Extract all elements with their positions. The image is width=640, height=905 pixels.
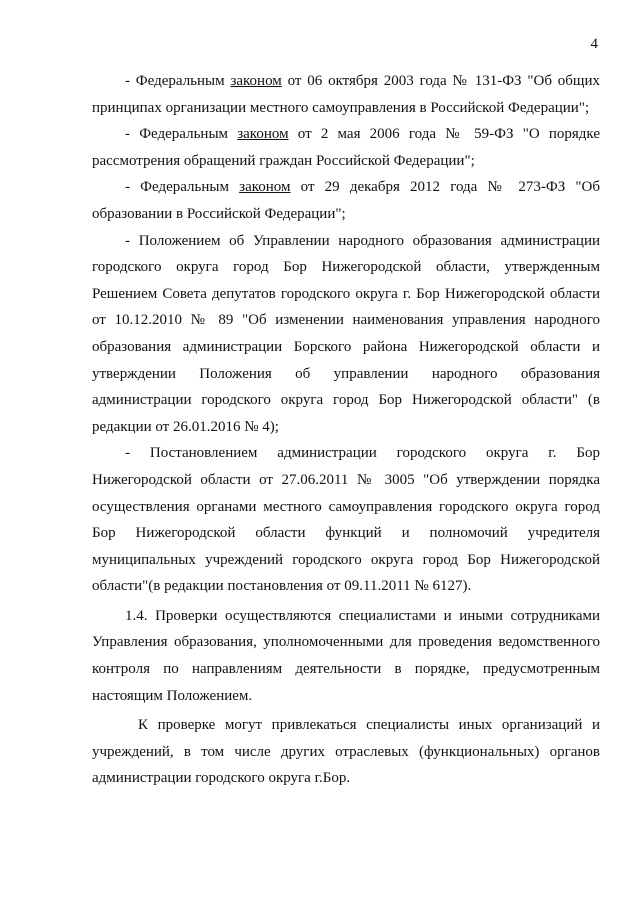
law-131-fz-text: от 06 октября 2003 года № 131-ФЗ "Об общих принципах организации местного самоуправления в Российской Федерации"; [92,73,600,116]
law-59-fz-link[interactable]: законом [237,126,289,143]
law-59-fz-text: от 2 мая 2006 года № 59-ФЗ "О порядке рассмотрения обращений граждан Российской Федерации"; [92,126,601,169]
law-131-fz-paragraph [92,68,600,121]
administration-resolution-paragraph: - Постановлением администрации городского округа г. Бор Нижегородской области от 27.06.2011 № 3005 "Об утверждении порядка осуществления органами местного самоуправления городского округа город Бор Нижегородской области функций и полномочий учредителя муниципальных учреждений городского округа город Бор Нижегородской области"(в редакции постановления от 09.11.2011 № 6127). [92,445,600,595]
law-131-fz-prefix: - Федеральным [125,73,231,89]
law-59-fz-paragraph [92,121,600,174]
document-body [92,68,600,792]
law-273-fz-paragraph [92,174,600,227]
law-273-fz-text: от 29 декабря 2012 года № 273-ФЗ "Об образовании в Российской Федерации"; [92,179,600,222]
section-1-4-paragraph: 1.4. Проверки осуществляются специалистами и иными сотрудниками Управления образования, уполномоченными для проведения ведомственного контроля по направлениям деятельности в порядке, предусмотренным настоящим Положением. [92,607,600,704]
education-department-regulation-paragraph: - Положением об Управлении народного образования администрации городского округа город Бор Нижегородской области, утвержденным Решением Совета депутатов городского округа г. Бор Нижегородской области от 10.12.2010 № 89 "Об изменении наименования управления народного образования администрации Борского района Нижегородской области и утверждении Положения об управлении народного образования администрации городского округа город Бор Нижегородской области" (в редакции от 26.01.2016 № 4); [92,232,600,435]
law-273-fz-link[interactable]: законом [239,179,291,196]
page-number: 4 [590,36,598,52]
law-273-fz-prefix: - Федеральным [125,179,240,196]
law-131-fz-link[interactable]: законом [230,73,282,89]
law-59-fz-prefix: - Федеральным [125,126,238,143]
specialists-involvement-paragraph: К проверке могут привлекаться специалисты иных организаций и учреждений, в том числе других отраслевых (функциональных) органов администрации городского округа г.Бор. [92,717,600,787]
